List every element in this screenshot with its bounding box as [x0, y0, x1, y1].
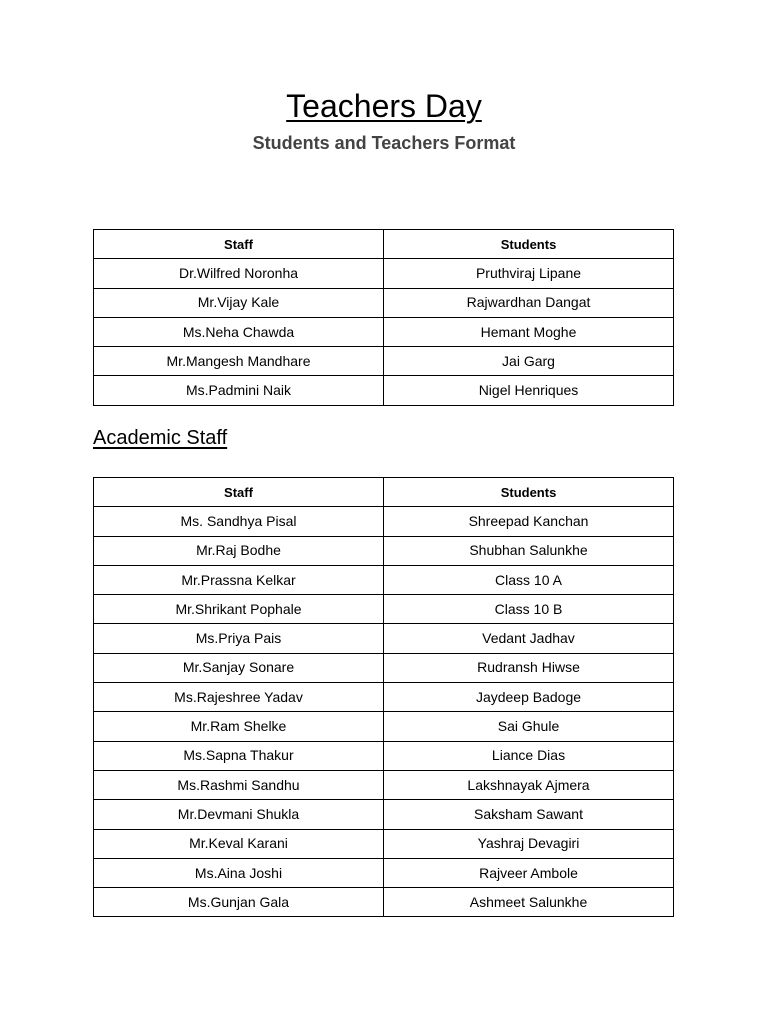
table-row: [94, 653, 674, 682]
table-row: [94, 712, 674, 741]
table-row: [94, 536, 674, 565]
student-cell: Ashmeet Salunkhe: [384, 888, 674, 917]
student-cell: Hemant Moghe: [384, 317, 674, 346]
staff-cell: Mr.Raj Bodhe: [94, 536, 384, 565]
staff-column-header: Staff: [94, 478, 384, 507]
staff-cell: Mr.Vijay Kale: [94, 288, 384, 317]
student-cell: Class 10 A: [384, 565, 674, 594]
student-cell: Rajveer Ambole: [384, 858, 674, 887]
staff-cell: Dr.Wilfred Noronha: [94, 259, 384, 288]
staff-cell: Mr.Keval Karani: [94, 829, 384, 858]
staff-cell: Ms. Sandhya Pisal: [94, 507, 384, 536]
student-cell: Jai Garg: [384, 347, 674, 376]
staff-cell: Mr.Prassna Kelkar: [94, 565, 384, 594]
staff-cell: Mr.Shrikant Pophale: [94, 595, 384, 624]
academic-staff-heading: Academic Staff: [93, 427, 228, 449]
student-cell: Sai Ghule: [384, 712, 674, 741]
staff-cell: Ms.Gunjan Gala: [94, 888, 384, 917]
staff-cell: Ms.Rajeshree Yadav: [94, 683, 384, 712]
student-cell: Lakshnayak Ajmera: [384, 770, 674, 799]
students-column-header: Students: [384, 230, 674, 259]
staff-cell: Ms.Sapna Thakur: [94, 741, 384, 770]
table-row: [94, 800, 674, 829]
student-cell: Jaydeep Badoge: [384, 683, 674, 712]
students-column-header: Students: [384, 478, 674, 507]
table-row: [94, 741, 674, 770]
student-cell: Vedant Jadhav: [384, 624, 674, 653]
staff-cell: Ms.Padmini Naik: [94, 376, 384, 405]
staff-cell: Ms.Aina Joshi: [94, 858, 384, 887]
staff-cell: Mr.Devmani Shukla: [94, 800, 384, 829]
student-cell: Saksham Sawant: [384, 800, 674, 829]
staff-cell: Mr.Mangesh Mandhare: [94, 347, 384, 376]
table-row: [94, 770, 674, 799]
table-row: [94, 259, 674, 288]
table-row: [94, 565, 674, 594]
table-row: [94, 595, 674, 624]
student-cell: Rudransh Hiwse: [384, 653, 674, 682]
student-cell: Pruthviraj Lipane: [384, 259, 674, 288]
table-row: [94, 829, 674, 858]
student-cell: Nigel Henriques: [384, 376, 674, 405]
table-header-row: [94, 478, 674, 507]
student-cell: Shubhan Salunkhe: [384, 536, 674, 565]
table-row: [94, 507, 674, 536]
page-subtitle: Students and Teachers Format: [252, 133, 516, 153]
table-row: [94, 347, 674, 376]
staff-cell: Ms.Rashmi Sandhu: [94, 770, 384, 799]
table-row: [94, 683, 674, 712]
staff-cell: Ms.Priya Pais: [94, 624, 384, 653]
staff-cell: Mr.Sanjay Sonare: [94, 653, 384, 682]
table-row: [94, 624, 674, 653]
page-title: Teachers Day: [286, 88, 482, 124]
table-row: [94, 858, 674, 887]
table-header-row: [94, 230, 674, 259]
student-cell: Class 10 B: [384, 595, 674, 624]
staff-cell: Ms.Neha Chawda: [94, 317, 384, 346]
student-cell: Liance Dias: [384, 741, 674, 770]
academic-staff-table: [93, 477, 674, 917]
student-cell: Yashraj Devagiri: [384, 829, 674, 858]
student-cell: Shreepad Kanchan: [384, 507, 674, 536]
staff-students-table: [93, 229, 674, 406]
table-row: [94, 317, 674, 346]
staff-cell: Mr.Ram Shelke: [94, 712, 384, 741]
student-cell: Rajwardhan Dangat: [384, 288, 674, 317]
staff-column-header: Staff: [94, 230, 384, 259]
table-row: [94, 288, 674, 317]
table-row: [94, 376, 674, 405]
table-row: [94, 888, 674, 917]
